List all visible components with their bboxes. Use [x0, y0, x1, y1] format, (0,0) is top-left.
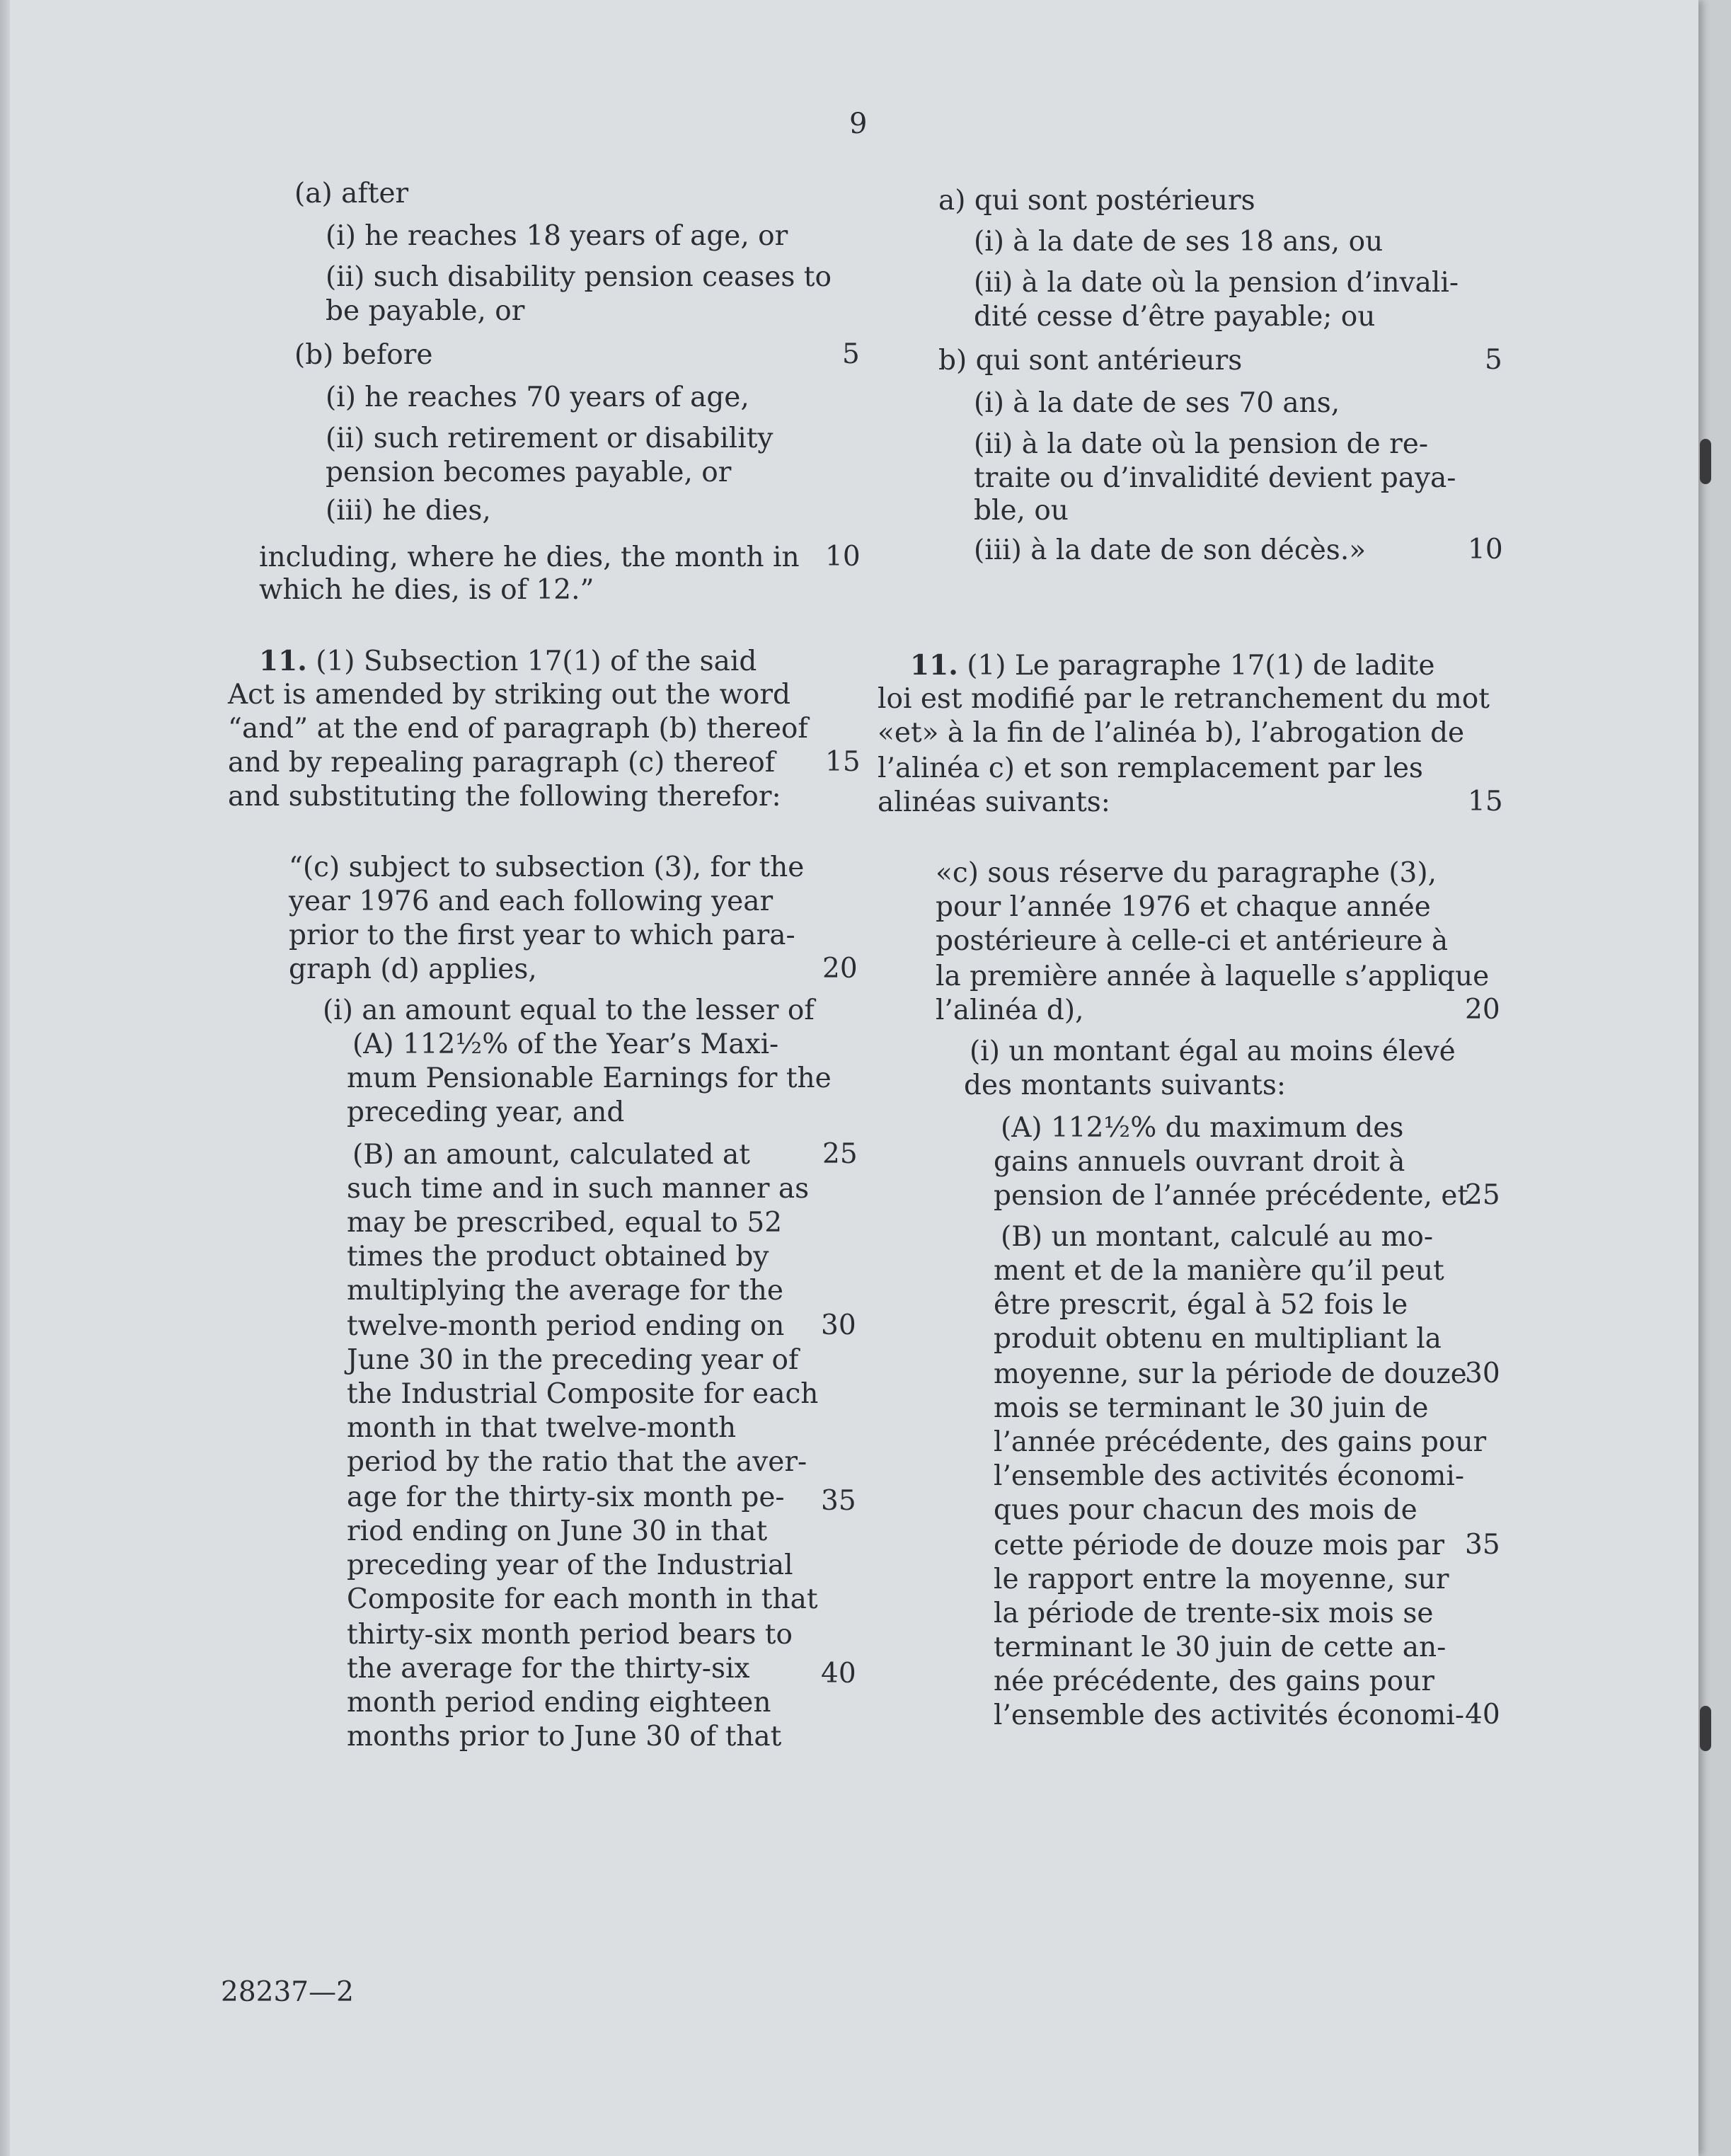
en-line: such time and in such manner as: [347, 1173, 810, 1205]
en-line-number: 30: [821, 1309, 856, 1341]
en-line-number: 15: [825, 746, 861, 778]
en-line: including, where he dies, the month in: [259, 541, 800, 573]
fr-line: la période de trente-six mois se: [994, 1598, 1434, 1629]
fr-line: alinéas suivants:: [878, 786, 1110, 818]
fr-line: (B) un montant, calculé au mo-: [1001, 1221, 1434, 1253]
en-line-number: 10: [825, 541, 861, 573]
en-line: (i) he reaches 70 years of age,: [326, 382, 749, 413]
fr-line: produit obtenu en multipliant la: [994, 1323, 1442, 1355]
en-line: months prior to June 30 of that: [347, 1721, 782, 1753]
fr-line-number: 20: [1465, 994, 1500, 1026]
en-line: Composite for each month in that: [347, 1583, 818, 1615]
en-line: (i) he reaches 18 years of age, or: [326, 220, 788, 252]
binding-hole-mark: [1700, 1706, 1711, 1751]
en-line: multiplying the average for the: [347, 1275, 783, 1307]
fr-line: (i) un montant égal au moins élevé: [970, 1036, 1456, 1067]
fr-line: l’année précédente, des gains pour: [994, 1426, 1487, 1458]
page-edge: [0, 0, 10, 2156]
en-line: (b) before: [294, 339, 433, 371]
en-line: and by repealing paragraph (c) thereof: [228, 747, 776, 779]
en-line: “(c) subject to subsection (3), for the: [289, 851, 805, 883]
fr-line: traite ou d’invalidité devient paya-: [974, 462, 1456, 494]
en-line: (A) 112½% of the Year’s Maxi-: [352, 1028, 779, 1060]
fr-line: la première année à laquelle s’applique: [936, 961, 1490, 992]
en-line: may be prescribed, equal to 52: [347, 1207, 783, 1239]
fr-line: être prescrit, égal à 52 fois le: [994, 1289, 1408, 1321]
en-line-number: 20: [822, 953, 858, 985]
fr-line-number: 15: [1468, 786, 1503, 818]
fr-line: pension de l’année précédente, et: [994, 1180, 1469, 1212]
en-line: thirty-six month period bears to: [347, 1619, 793, 1651]
fr-line: des montants suivants:: [964, 1070, 1286, 1101]
fr-line-number: 35: [1465, 1529, 1500, 1561]
en-line: year 1976 and each following year: [289, 885, 774, 917]
fr-line: (iii) à la date de son décès.»: [974, 534, 1367, 566]
en-line: (ii) such disability pension ceases to: [326, 261, 832, 293]
en-line: period by the ratio that the aver-: [347, 1446, 807, 1478]
fr-line: loi est modifié par le retranchement du mot: [878, 683, 1490, 715]
en-line: graph (d) applies,: [289, 953, 537, 985]
en-line: the average for the thirty-six: [347, 1653, 750, 1685]
fr-line: cette période de douze mois par: [994, 1530, 1445, 1561]
en-section-line: 11. (1) Subsection 17(1) of the said: [259, 645, 757, 677]
en-line: which he dies, is of 12.”: [259, 574, 594, 606]
fr-line: moyenne, sur la période de douze: [994, 1358, 1467, 1390]
en-line: age for the thirty-six month pe-: [347, 1481, 785, 1513]
en-line: preceding year, and: [347, 1096, 625, 1128]
fr-line: le rapport entre la moyenne, sur: [994, 1564, 1449, 1595]
en-line: month in that twelve-month: [347, 1412, 737, 1444]
fr-line: l’alinéa d),: [936, 994, 1084, 1026]
fr-line: ble, ou: [974, 495, 1069, 527]
en-line-number: 25: [822, 1138, 858, 1170]
fr-line: (i) à la date de ses 70 ans,: [974, 387, 1340, 419]
fr-line: l’ensemble des activités économi-: [994, 1460, 1465, 1492]
fr-line: pour l’année 1976 et chaque année: [936, 891, 1431, 923]
binding-hole-mark: [1700, 439, 1711, 484]
fr-line: ment et de la manière qu’il peut: [994, 1255, 1444, 1287]
en-line-number: 5: [842, 338, 860, 370]
en-line: preceding year of the Industrial: [347, 1549, 793, 1581]
en-line: the Industrial Composite for each: [347, 1378, 819, 1410]
fr-line-number: 10: [1468, 534, 1503, 566]
en-line: Act is amended by striking out the word: [228, 679, 790, 711]
fr-line: (ii) à la date où la pension d’invali-: [974, 267, 1459, 299]
en-line: riod ending on June 30 in that: [347, 1515, 768, 1547]
en-line: times the product obtained by: [347, 1241, 769, 1273]
en-line: June 30 in the preceding year of: [347, 1344, 799, 1376]
fr-line-number: 5: [1485, 344, 1502, 376]
fr-line: mois se terminant le 30 juin de: [994, 1392, 1429, 1424]
en-line: mum Pensionable Earnings for the: [347, 1062, 832, 1094]
page-number: 9: [849, 108, 868, 140]
en-line: (i) an amount equal to the lesser of: [323, 994, 815, 1026]
fr-line: ques pour chacun des mois de: [994, 1494, 1417, 1526]
section-number: 11.: [259, 645, 307, 677]
fr-line: née précédente, des gains pour: [994, 1665, 1434, 1697]
en-line: be payable, or: [326, 295, 525, 327]
en-line-number: 35: [821, 1485, 856, 1517]
fr-line-number: 30: [1465, 1358, 1500, 1389]
fr-line: l’ensemble des activités économi-: [994, 1699, 1465, 1731]
fr-line: postérieure à celle-ci et antérieure à: [936, 925, 1449, 957]
fr-line-number: 40: [1465, 1699, 1500, 1731]
fr-line: «et» à la fin de l’alinéa b), l’abrogation de: [878, 717, 1465, 749]
fr-line: «c) sous réserve du paragraphe (3),: [936, 857, 1437, 889]
section-number: 11.: [910, 649, 958, 682]
fr-line: (ii) à la date où la pension de re-: [974, 428, 1429, 460]
footer-code: 28237—2: [221, 1976, 354, 2008]
fr-line: (A) 112½% du maximum des: [1001, 1112, 1404, 1144]
en-line: prior to the first year to which para-: [289, 919, 795, 951]
en-line: (B) an amount, calculated at: [352, 1139, 750, 1171]
en-line: (iii) he dies,: [326, 495, 491, 527]
en-line: pension becomes payable, or: [326, 457, 732, 488]
fr-section-line: 11. (1) Le paragraphe 17(1) de ladite: [910, 649, 1435, 682]
en-line: month period ending eighteen: [347, 1687, 771, 1719]
fr-line: l’alinéa c) et son remplacement par les: [878, 752, 1423, 784]
fr-line: b) qui sont antérieurs: [938, 345, 1243, 377]
fr-line: gains annuels ouvrant droit à: [994, 1146, 1405, 1178]
fr-line: a) qui sont postérieurs: [938, 185, 1255, 217]
fr-line-number: 25: [1465, 1179, 1500, 1211]
en-line: and substituting the following therefor:: [228, 781, 781, 813]
en-line: “and” at the end of paragraph (b) thereof: [228, 713, 808, 745]
fr-line: dité cesse d’être payable; ou: [974, 301, 1376, 333]
en-line: (a) after: [294, 178, 409, 210]
fr-line: (i) à la date de ses 18 ans, ou: [974, 226, 1384, 258]
en-line-number: 40: [821, 1658, 856, 1690]
en-line: (ii) such retirement or disability: [326, 423, 774, 454]
en-line: twelve-month period ending on: [347, 1310, 785, 1342]
fr-line: terminant le 30 juin de cette an-: [994, 1632, 1447, 1663]
